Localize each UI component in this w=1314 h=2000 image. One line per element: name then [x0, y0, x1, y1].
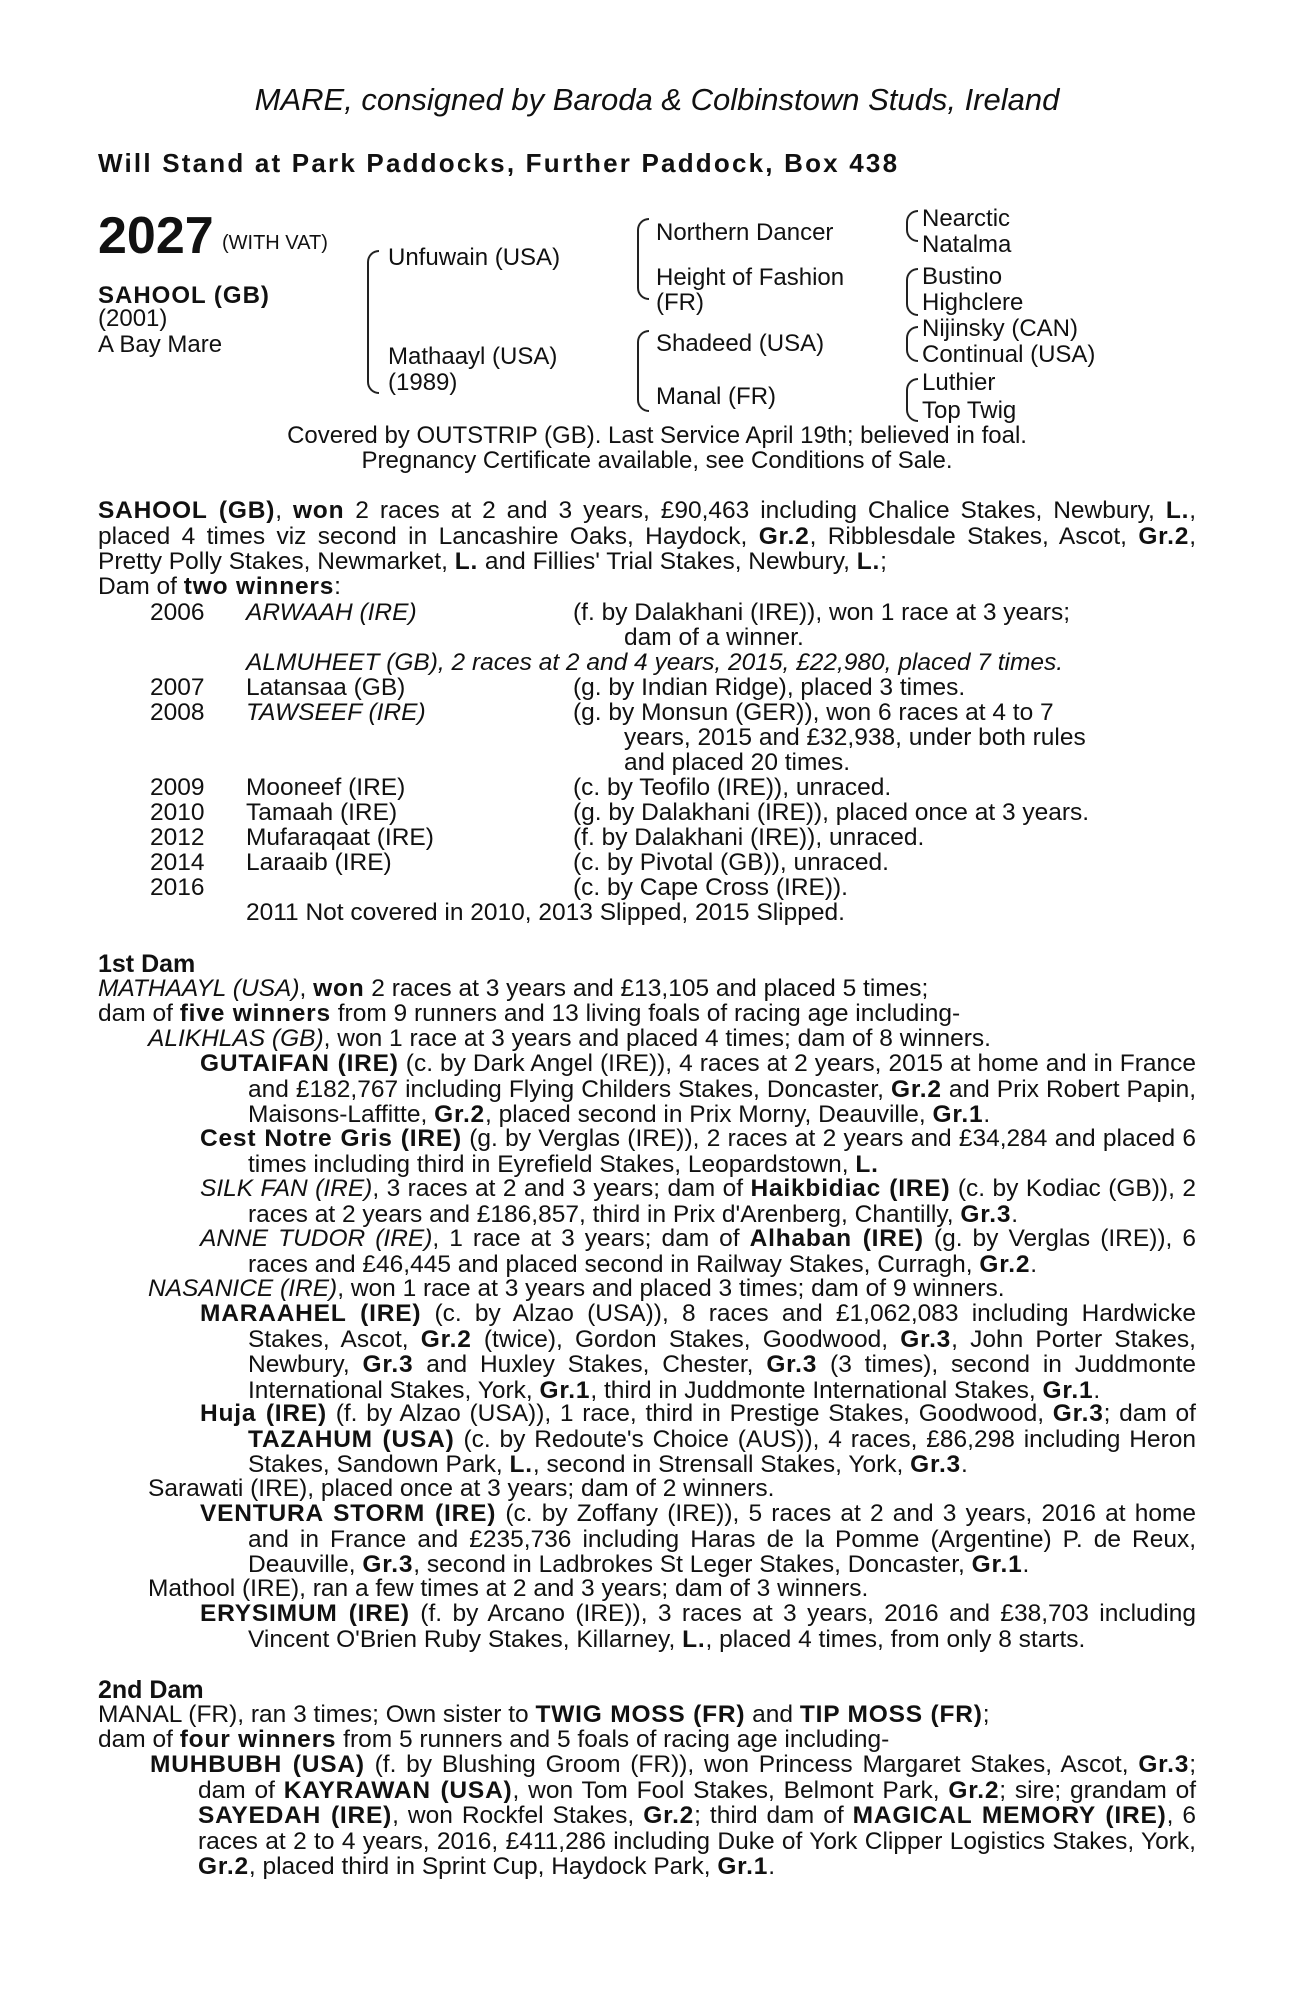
anne-tudor-entry: ANNE TUDOR (IRE), 1 race at 3 years; dam of Alhaban (IRE) (g. by Verglas (IRE)), 6 races and £46,445 and placed second in Railway Stakes, Curragh, Gr.2.	[200, 1225, 1196, 1278]
lot-number: 2027	[98, 207, 214, 265]
silk-fan-entry: SILK FAN (IRE), 3 races at 2 and 3 years; dam of Haikbidiac (IRE) (c. by Kodiac (GB)), 2 races at 2 years and £186,857, third in Prix d'Arenberg, Chantilly, Gr.3.	[200, 1175, 1196, 1228]
produce-name: TAWSEEF (IRE)	[246, 699, 426, 726]
second-dam-heading: 2nd Dam	[98, 1676, 204, 1704]
pedigree-dss: Nijinsky (CAN)	[922, 315, 1078, 342]
mare-summary: SAHOOL (GB), won 2 races at 2 and 3 years, £90,463 including Chalice Stakes, Newbury, L., placed 4 times viz second in Lancashire Oaks, Haydock, Gr.2, Ribblesdale Stakes, Ascot, Gr.2, Pretty Polly Stakes, Newmarket, L. and Fillies' Trial Stakes, Newbury, L.;	[98, 497, 1197, 575]
pedigree-brace-gen1	[367, 250, 379, 394]
produce-name: Tamaah (IRE)	[246, 799, 398, 826]
vat-label: (WITH VAT)	[222, 232, 328, 254]
stand-location: Will Stand at Park Paddocks, Further Paddock, Box 438	[98, 148, 900, 178]
produce-year: 2010	[150, 799, 205, 826]
pedigree-brace-sd	[906, 268, 918, 316]
produce-desc: (g. by Indian Ridge), placed 3 times.	[573, 674, 966, 701]
pedigree-ddd: Top Twig	[922, 397, 1017, 424]
pedigree-dam-year: (1989)	[388, 369, 458, 396]
pedigree-dsd: Continual (USA)	[922, 341, 1096, 368]
gutaifan-entry: GUTAIFAN (IRE) (c. by Dark Angel (IRE)), 4 races at 2 years, 2015 at home and in France and £182,767 including Flying Childers Stakes, Doncaster, Gr.2 and Prix Robert Papin, Maisons-Laffitte, Gr.2, placed second in Prix Morny, Deauville, Gr.1.	[200, 1050, 1196, 1128]
erysimum-entry: ERYSIMUM (IRE) (f. by Arcano (IRE)), 3 races at 3 years, 2016 and £38,703 including Vincent O'Brien Ruby Stakes, Killarney, L., placed 4 times, from only 8 starts.	[200, 1600, 1197, 1653]
produce-year: 2014	[150, 849, 205, 876]
pedigree-dam-dam: Manal (FR)	[656, 383, 777, 410]
summary-name: SAHOOL (GB)	[98, 497, 276, 524]
pedigree-sire: Unfuwain (USA)	[388, 244, 561, 271]
produce-desc-cont: and placed 20 times.	[624, 749, 851, 776]
pedigree-dam: Mathaayl (USA)	[388, 343, 558, 370]
produce-name: ARWAAH (IRE)	[246, 599, 417, 626]
alikhlas-entry: ALIKHLAS (GB), won 1 race at 3 years and placed 4 times; dam of 8 winners.	[148, 1025, 991, 1052]
produce-desc: (c. by Cape Cross (IRE)).	[573, 874, 848, 901]
produce-progeny: ALMUHEET (GB), 2 races at 2 and 4 years, 2015, £22,980, placed 7 times.	[246, 649, 1064, 676]
produce-year: 2008	[150, 699, 205, 726]
dam-of-summary: Dam of two winners:	[98, 573, 341, 600]
pedigree-brace-ds	[906, 326, 918, 362]
produce-desc: (c. by Pivotal (GB)), unraced.	[573, 849, 889, 876]
produce-desc: (f. by Dalakhani (IRE)), unraced.	[573, 824, 925, 851]
produce-year: 2009	[150, 774, 205, 801]
produce-year: 2007	[150, 674, 205, 701]
pedigree-sdd: Highclere	[922, 289, 1024, 316]
pedigree-brace-dam	[637, 330, 649, 412]
horse-year: (2001)	[98, 305, 168, 332]
cest-notre-gris-entry: Cest Notre Gris (IRE) (g. by Verglas (IRE)), 2 races at 2 years and £34,284 and placed 6 times including third in Eyrefield Stakes, Leopardstown, L.	[200, 1125, 1197, 1178]
maraahel-entry: MARAAHEL (IRE) (c. by Alzao (USA)), 8 races and £1,062,083 including Hardwicke Stakes, Ascot, Gr.2 (twice), Gordon Stakes, Goodwood, Gr.3, John Porter Stakes, Newbury, Gr.3 and Huxley Stakes, Chester, Gr.3 (3 times), second in Juddmonte International Stakes, York, Gr.1, third in Juddmonte International Stakes, Gr.1.	[200, 1300, 1197, 1404]
produce-desc-cont: years, 2015 and £32,938, under both rules	[624, 724, 1086, 751]
produce-desc: (c. by Teofilo (IRE)), unraced.	[573, 774, 892, 801]
huja-entry: Huja (IRE) (f. by Alzao (USA)), 1 race, third in Prestige Stakes, Goodwood, Gr.3; dam of TAZAHUM (USA) (c. by Redoute's Choice (AUS)), 4 races, £86,298 including Heron Stakes, Sandown Park, L., second in Strensall Stakes, York, Gr.3.	[200, 1400, 1196, 1478]
produce-name: Mufaraqaat (IRE)	[246, 824, 434, 851]
pedigree-sds: Bustino	[922, 263, 1003, 290]
pedigree-dam-sire: Shadeed (USA)	[656, 330, 825, 357]
pedigree-brace-dd	[906, 378, 918, 422]
pedigree-sire-sire: Northern Dancer	[656, 219, 834, 246]
pedigree-ssd: Natalma	[922, 231, 1012, 258]
lot-title: MARE, consigned by Baroda & Colbinstown Studs, Ireland	[254, 82, 1060, 117]
horse-description: A Bay Mare	[98, 331, 223, 358]
produce-desc-cont: dam of a winner.	[624, 624, 804, 651]
second-dam-produce-line: dam of four winners from 5 runners and 5 foals of racing age including-	[98, 1726, 890, 1753]
sarawati-entry: Sarawati (IRE), placed once at 3 years; dam of 2 winners.	[148, 1475, 775, 1502]
covered-note: Covered by OUTSTRIP (GB). Last Service April 19th; believed in foal.	[287, 422, 1027, 449]
pedigree-dds: Luthier	[922, 369, 996, 396]
produce-name: Mooneef (IRE)	[246, 774, 406, 801]
pedigree-sss: Nearctic	[922, 205, 1011, 232]
produce-year: 2016	[150, 874, 205, 901]
produce-year: 2006	[150, 599, 205, 626]
produce-desc: (g. by Monsun (GER)), won 6 races at 4 to 7	[573, 699, 1054, 726]
first-dam-heading: 1st Dam	[98, 950, 196, 978]
produce-desc: (g. by Dalakhani (IRE)), placed once at 3 years.	[573, 799, 1090, 826]
produce-name: Latansaa (GB)	[246, 674, 406, 701]
pedigree-sire-dam: Height of Fashion	[656, 264, 845, 291]
produce-name: Laraaib (IRE)	[246, 849, 392, 876]
pedigree-brace-ss	[906, 210, 918, 242]
produce-desc: (f. by Dalakhani (IRE)), won 1 race at 3 years;	[573, 599, 1070, 626]
second-dam-name-line: MANAL (FR), ran 3 times; Own sister to TWIG MOSS (FR) and TIP MOSS (FR);	[98, 1701, 990, 1728]
first-dam-name-line: MATHAAYL (USA), won 2 races at 3 years and £13,105 and placed 5 times;	[98, 975, 929, 1002]
pregnancy-note: Pregnancy Certificate available, see Conditions of Sale.	[361, 447, 953, 474]
nasanice-entry: NASANICE (IRE), won 1 race at 3 years and placed 3 times; dam of 9 winners.	[148, 1275, 1005, 1302]
first-dam-produce-line: dam of five winners from 9 runners and 13 living foals of racing age including-	[98, 1000, 961, 1027]
produce-note: 2011 Not covered in 2010, 2013 Slipped, 2015 Slipped.	[246, 899, 845, 926]
produce-year: 2012	[150, 824, 205, 851]
pedigree-brace-sire	[637, 218, 649, 300]
ventura-storm-entry: VENTURA STORM (IRE) (c. by Zoffany (IRE)), 5 races at 2 and 3 years, 2016 at home and in France and £235,736 including Haras de la Pomme (Argentine) P. de Reux, Deauville, Gr.3, second in Ladbrokes St Leger Stakes, Doncaster, Gr.1.	[200, 1500, 1196, 1578]
mathool-entry: Mathool (IRE), ran a few times at 2 and 3 years; dam of 3 winners.	[148, 1575, 869, 1602]
horse-name: SAHOOL (GB)	[98, 282, 270, 309]
pedigree-sire-dam-country: (FR)	[656, 289, 704, 316]
muhbubh-entry: MUHBUBH (USA) (f. by Blushing Groom (FR)), won Princess Margaret Stakes, Ascot, Gr.3; dam of KAYRAWAN (USA), won Tom Fool Stakes, Belmont Park, Gr.2; sire; grandam of SAYEDAH (IRE), won Rockfel Stakes, Gr.2; third dam of MAGICAL MEMORY (IRE), 6 races at 2 to 4 years, 2016, £411,286 including Duke of York Clipper Logistics Stakes, York, Gr.2, placed third in Sprint Cup, Haydock Park, Gr.1.	[150, 1751, 1197, 1880]
